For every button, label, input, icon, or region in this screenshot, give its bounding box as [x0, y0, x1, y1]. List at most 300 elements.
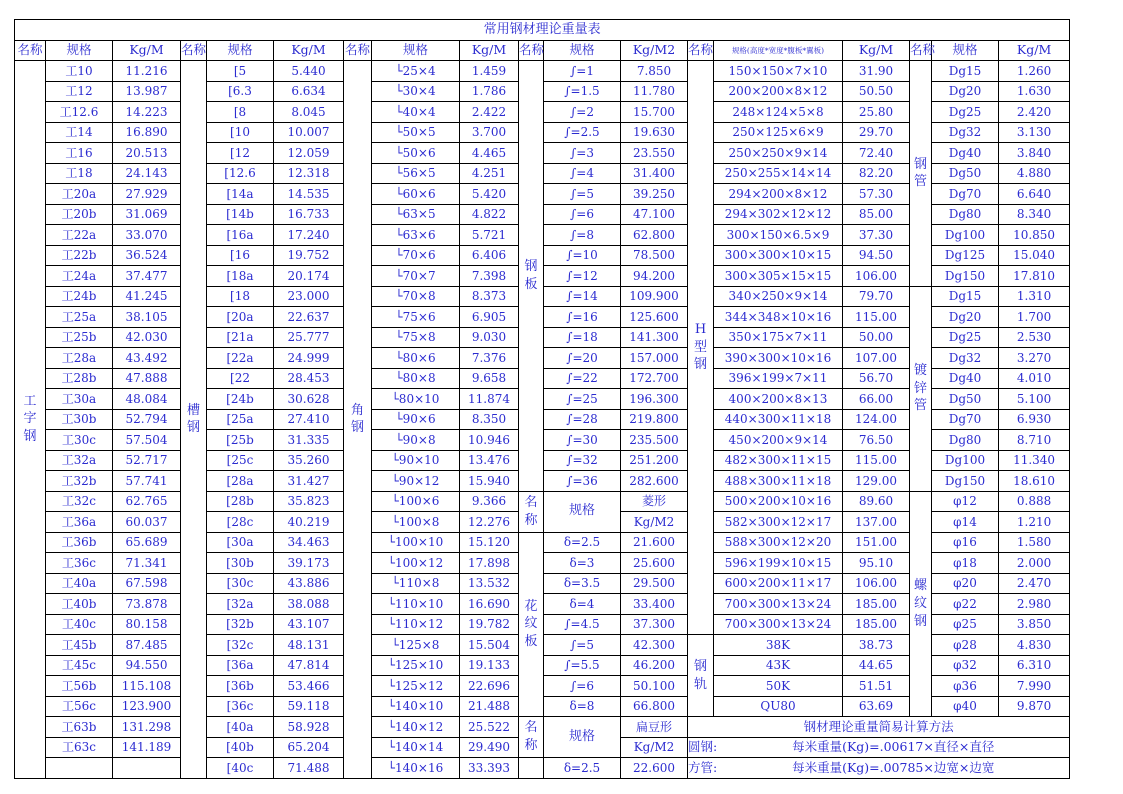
spec-cell: 工32a: [46, 450, 113, 471]
spec-cell: 工28b: [46, 368, 113, 389]
spec-cell: [40a: [207, 717, 274, 738]
category-galv-pipe: [910, 286, 932, 491]
weight-cell: 13.987: [113, 81, 181, 102]
weight-cell: 6.640: [999, 184, 1070, 205]
spec-cell: 482×300×11×15: [714, 450, 843, 471]
spec-cell: └50×5: [372, 122, 460, 143]
spec-cell: 工40b: [46, 594, 113, 615]
category-channel: [181, 61, 207, 779]
weight-cell: 65.204: [274, 737, 344, 758]
spec-cell: φ20: [932, 573, 999, 594]
spec-cell: └100×6: [372, 491, 460, 512]
spec-cell: [6.3: [207, 81, 274, 102]
spec-cell: Dg100: [932, 450, 999, 471]
spec-cell: [28c: [207, 512, 274, 533]
weight-cell: 66.00: [843, 389, 910, 410]
weight-cell: 60.037: [113, 512, 181, 533]
weight-cell: 94.50: [843, 245, 910, 266]
spec-cell: 582×300×12×17: [714, 512, 843, 533]
weight-cell: 14.223: [113, 102, 181, 123]
spec-cell: 340×250×9×14: [714, 286, 843, 307]
column-header: 名称: [688, 40, 714, 61]
spec-cell: 488×300×11×18: [714, 471, 843, 492]
spec-cell: δ=3.5: [544, 573, 621, 594]
weight-cell: 1.700: [999, 307, 1070, 328]
formula-label: 方管:: [688, 759, 718, 775]
spec-cell: └110×12: [372, 614, 460, 635]
spec-cell: ∫=30: [544, 430, 621, 451]
weight-cell: 82.20: [843, 163, 910, 184]
spec-cell: 工36c: [46, 553, 113, 574]
spec-cell: └56×5: [372, 163, 460, 184]
weight-cell: 47.814: [274, 655, 344, 676]
spec-cell: Dg50: [932, 389, 999, 410]
spec-cell: [32b: [207, 614, 274, 635]
category-plate: 钢板: [524, 259, 538, 292]
weight-cell: 19.752: [274, 245, 344, 266]
weight-cell: 36.524: [113, 245, 181, 266]
weight-cell: 1.786: [460, 81, 519, 102]
spec-cell: [36a: [207, 655, 274, 676]
weight-cell: 73.878: [113, 594, 181, 615]
spec-cell: 工30b: [46, 409, 113, 430]
spec-cell: └90×6: [372, 409, 460, 430]
spec-cell: └125×12: [372, 676, 460, 697]
spec-cell: [8: [207, 102, 274, 123]
spec-cell: [12.6: [207, 163, 274, 184]
weight-cell: 46.200: [621, 655, 688, 676]
weight-cell: 31.427: [274, 471, 344, 492]
spec-cell: 工30c: [46, 430, 113, 451]
formula-round: [688, 737, 1070, 758]
weight-cell: 4.465: [460, 143, 519, 164]
spec-cell: φ12: [932, 491, 999, 512]
weight-cell: 17.810: [999, 266, 1070, 287]
spec-cell: 工25b: [46, 327, 113, 348]
spec-cell: ∫=10: [544, 245, 621, 266]
spec-cell: ∫=8: [544, 225, 621, 246]
spec-cell: ∫=32: [544, 450, 621, 471]
weight-cell: 25.600: [621, 553, 688, 574]
weight-cell: 43.107: [274, 614, 344, 635]
column-header: Kg/M: [113, 40, 181, 61]
weight-cell: 71.341: [113, 553, 181, 574]
spec-cell: ∫=4.5: [544, 614, 621, 635]
spec-cell: Dg40: [932, 368, 999, 389]
spec-cell: φ18: [932, 553, 999, 574]
weight-cell: 235.500: [621, 430, 688, 451]
category-angle: [344, 61, 372, 779]
spec-cell: Dg32: [932, 122, 999, 143]
weight-cell: 53.466: [274, 676, 344, 697]
weight-cell: 7.398: [460, 266, 519, 287]
weight-cell: 9.658: [460, 368, 519, 389]
spec-cell: 400×200×8×13: [714, 389, 843, 410]
weight-cell: 24.143: [113, 163, 181, 184]
spec-cell: φ40: [932, 696, 999, 717]
spec-cell: Dg50: [932, 163, 999, 184]
weight-cell: 5.440: [274, 61, 344, 82]
spec-cell: 工10: [46, 61, 113, 82]
weight-cell: 31.90: [843, 61, 910, 82]
spec-cell: └80×6: [372, 348, 460, 369]
weight-cell: 31.069: [113, 204, 181, 225]
column-header: 规格: [544, 40, 621, 61]
weight-cell: 11.216: [113, 61, 181, 82]
weight-cell: 106.00: [843, 573, 910, 594]
category-checker: 花纹板: [524, 598, 538, 650]
weight-cell: 15.120: [460, 532, 519, 553]
weight-cell: 67.598: [113, 573, 181, 594]
spec-cell: [24b: [207, 389, 274, 410]
spec-cell: 工40c: [46, 614, 113, 635]
subheader-unit: Kg/M2: [621, 512, 688, 533]
spec-cell: 工45b: [46, 635, 113, 656]
spec-cell: 440×300×11×18: [714, 409, 843, 430]
weight-cell: 25.80: [843, 102, 910, 123]
spec-cell: 248×124×5×8: [714, 102, 843, 123]
spec-cell: 396×199×7×11: [714, 368, 843, 389]
spec-cell: 390×300×10×16: [714, 348, 843, 369]
spec-cell: [16: [207, 245, 274, 266]
spec-cell: ∫=36: [544, 471, 621, 492]
table-row: [15, 717, 1070, 738]
spec-cell: 294×200×8×12: [714, 184, 843, 205]
spec-cell: 50K: [714, 676, 843, 697]
spec-cell: 工40a: [46, 573, 113, 594]
spec-cell: [40c: [207, 758, 274, 779]
weight-cell: 56.70: [843, 368, 910, 389]
spec-cell: 工56b: [46, 676, 113, 697]
spec-cell: └90×12: [372, 471, 460, 492]
column-header: 规格: [46, 40, 113, 61]
spec-cell: Dg70: [932, 184, 999, 205]
weight-cell: 37.477: [113, 266, 181, 287]
weight-cell: 57.504: [113, 430, 181, 451]
spec-cell: 工12.6: [46, 102, 113, 123]
weight-cell: 31.400: [621, 163, 688, 184]
weight-cell: 3.850: [999, 614, 1070, 635]
spec-cell: [20a: [207, 307, 274, 328]
spec-cell: Dg15: [932, 286, 999, 307]
spec-cell: └25×4: [372, 61, 460, 82]
weight-cell: 151.00: [843, 532, 910, 553]
spec-cell: Dg15: [932, 61, 999, 82]
column-header: Kg/M: [999, 40, 1070, 61]
spec-cell: δ=2.5: [544, 532, 621, 553]
weight-cell: 7.850: [621, 61, 688, 82]
weight-cell: 107.00: [843, 348, 910, 369]
spec-cell: Dg125: [932, 245, 999, 266]
weight-cell: 282.600: [621, 471, 688, 492]
weight-cell: 25.522: [460, 717, 519, 738]
weight-cell: 94.200: [621, 266, 688, 287]
weight-cell: 8.340: [999, 204, 1070, 225]
weight-cell: 50.50: [843, 81, 910, 102]
weight-cell: 27.929: [113, 184, 181, 205]
spec-cell: φ25: [932, 614, 999, 635]
spec-cell: 450×200×9×14: [714, 430, 843, 451]
weight-cell: 11.780: [621, 81, 688, 102]
spec-cell: [28a: [207, 471, 274, 492]
spec-cell: └100×10: [372, 532, 460, 553]
weight-cell: 4.830: [999, 635, 1070, 656]
weight-cell: 65.689: [113, 532, 181, 553]
weight-cell: 35.823: [274, 491, 344, 512]
weight-cell: 48.131: [274, 635, 344, 656]
weight-cell: 79.70: [843, 286, 910, 307]
spec-cell: ∫=2: [544, 102, 621, 123]
weight-cell: 30.628: [274, 389, 344, 410]
spec-cell: Dg20: [932, 81, 999, 102]
spec-cell: └90×10: [372, 450, 460, 471]
subheader-name: [519, 491, 544, 532]
weight-cell: 9.030: [460, 327, 519, 348]
weight-cell: 141.300: [621, 327, 688, 348]
spec-cell: └63×5: [372, 204, 460, 225]
weight-cell: 62.800: [621, 225, 688, 246]
table-title: 常用钢材理论重量表: [15, 20, 1070, 41]
weight-cell: 6.406: [460, 245, 519, 266]
spec-cell: 工36b: [46, 532, 113, 553]
spec-cell: 工16: [46, 143, 113, 164]
weight-cell: 29.70: [843, 122, 910, 143]
spec-cell: [40b: [207, 737, 274, 758]
weight-cell: 8.350: [460, 409, 519, 430]
spec-cell: 250×255×14×14: [714, 163, 843, 184]
weight-cell: 2.530: [999, 327, 1070, 348]
spec-cell: └80×8: [372, 368, 460, 389]
weight-cell: 37.300: [621, 614, 688, 635]
weight-cell: 19.782: [460, 614, 519, 635]
weight-cell: 4.010: [999, 368, 1070, 389]
category-rail: 钢轨: [694, 658, 708, 692]
spec-cell: └140×12: [372, 717, 460, 738]
spec-cell: ∫=20: [544, 348, 621, 369]
spec-cell: [28b: [207, 491, 274, 512]
weight-cell: 1.459: [460, 61, 519, 82]
column-header: 规格: [932, 40, 999, 61]
spec-cell: 500×200×10×16: [714, 491, 843, 512]
spec-cell: 工20a: [46, 184, 113, 205]
weight-cell: 51.51: [843, 676, 910, 697]
weight-cell: 17.898: [460, 553, 519, 574]
spec-cell: [36c: [207, 696, 274, 717]
spec-cell: ∫=5.5: [544, 655, 621, 676]
category-pipe: 钢管: [914, 156, 928, 190]
spec-cell: [30c: [207, 573, 274, 594]
subheader-spec: 规格: [544, 491, 621, 532]
spec-cell: [10: [207, 122, 274, 143]
spec-cell: ∫=28: [544, 409, 621, 430]
weight-cell: 115.108: [113, 676, 181, 697]
weight-cell: 40.219: [274, 512, 344, 533]
column-header: 名称: [15, 40, 46, 61]
spec-cell: [18: [207, 286, 274, 307]
weight-cell: 5.721: [460, 225, 519, 246]
steel-weight-table: [14, 19, 1070, 779]
spec-cell: [16a: [207, 225, 274, 246]
weight-cell: 115.00: [843, 307, 910, 328]
category-checker: [519, 532, 544, 717]
formula-text: 每米重量(Kg)=.00617×直径×直径: [792, 739, 995, 754]
spec-cell: 工45c: [46, 655, 113, 676]
spec-cell: 工30a: [46, 389, 113, 410]
spec-cell: ∫=12: [544, 266, 621, 287]
spec-cell: φ22: [932, 594, 999, 615]
weight-cell: 47.100: [621, 204, 688, 225]
spec-cell: └75×6: [372, 307, 460, 328]
spec-cell: φ14: [932, 512, 999, 533]
spec-cell: δ=8: [544, 696, 621, 717]
weight-cell: 5.100: [999, 389, 1070, 410]
spec-cell: ∫=1.5: [544, 81, 621, 102]
weight-cell: 115.00: [843, 450, 910, 471]
spec-cell: 工12: [46, 81, 113, 102]
weight-cell: 1.210: [999, 512, 1070, 533]
weight-cell: 22.637: [274, 307, 344, 328]
spec-cell: 工28a: [46, 348, 113, 369]
category-channel: 槽钢: [187, 402, 201, 436]
weight-cell: 23.000: [274, 286, 344, 307]
table-row: [15, 61, 1070, 82]
spec-cell: ∫=2.5: [544, 122, 621, 143]
spec-cell: Dg40: [932, 143, 999, 164]
weight-cell: 157.000: [621, 348, 688, 369]
weight-cell: 2.980: [999, 594, 1070, 615]
weight-cell: 52.717: [113, 450, 181, 471]
spec-cell: └110×10: [372, 594, 460, 615]
spec-cell: 596×199×10×15: [714, 553, 843, 574]
subheader-name: 名称: [524, 720, 538, 753]
category-angle: 角钢: [351, 402, 365, 436]
weight-cell: 2.000: [999, 553, 1070, 574]
weight-cell: 1.630: [999, 81, 1070, 102]
spec-cell: ∫=18: [544, 327, 621, 348]
category-pipe: [910, 61, 932, 287]
spec-cell: ∫=25: [544, 389, 621, 410]
weight-cell: 13.476: [460, 450, 519, 471]
spec-cell: [30a: [207, 532, 274, 553]
weight-cell: 16.733: [274, 204, 344, 225]
weight-cell: 125.600: [621, 307, 688, 328]
spec-cell: φ36: [932, 676, 999, 697]
weight-cell: 251.200: [621, 450, 688, 471]
spec-cell: 300×300×10×15: [714, 245, 843, 266]
weight-cell: 76.50: [843, 430, 910, 451]
weight-cell: 8.710: [999, 430, 1070, 451]
spec-cell: Dg100: [932, 225, 999, 246]
weight-cell: 20.174: [274, 266, 344, 287]
weight-cell: 124.00: [843, 409, 910, 430]
spec-cell: 43K: [714, 655, 843, 676]
spec-cell: └80×10: [372, 389, 460, 410]
weight-cell: 78.500: [621, 245, 688, 266]
weight-cell: 4.880: [999, 163, 1070, 184]
spec-cell: 工63b: [46, 717, 113, 738]
weight-cell: 16.690: [460, 594, 519, 615]
spec-cell: 工24a: [46, 266, 113, 287]
weight-cell: 28.453: [274, 368, 344, 389]
weight-cell: 25.777: [274, 327, 344, 348]
weight-cell: 2.420: [999, 102, 1070, 123]
weight-cell: 10.850: [999, 225, 1070, 246]
column-header: Kg/M: [460, 40, 519, 61]
weight-cell: 141.189: [113, 737, 181, 758]
weight-cell: 15.504: [460, 635, 519, 656]
column-header: 规格: [372, 40, 460, 61]
column-header: 名称: [181, 40, 207, 61]
weight-cell: 29.490: [460, 737, 519, 758]
weight-cell: 15.700: [621, 102, 688, 123]
weight-cell: 11.340: [999, 450, 1070, 471]
weight-cell: 12.318: [274, 163, 344, 184]
spec-cell: ∫=6: [544, 204, 621, 225]
spec-cell: └125×10: [372, 655, 460, 676]
spec-cell: 350×175×7×11: [714, 327, 843, 348]
weight-cell: 58.928: [274, 717, 344, 738]
weight-cell: 9.366: [460, 491, 519, 512]
weight-cell: 66.800: [621, 696, 688, 717]
weight-cell: 6.634: [274, 81, 344, 102]
spec-cell: └100×12: [372, 553, 460, 574]
spec-cell: Dg150: [932, 471, 999, 492]
spec-cell: 344×348×10×16: [714, 307, 843, 328]
spec-cell: 38K: [714, 635, 843, 656]
spec-cell: 300×150×6.5×9: [714, 225, 843, 246]
spec-cell: [12: [207, 143, 274, 164]
weight-cell: 109.900: [621, 286, 688, 307]
weight-cell: 50.100: [621, 676, 688, 697]
spec-cell: └140×10: [372, 696, 460, 717]
weight-cell: 0.888: [999, 491, 1070, 512]
spec-cell: 700×300×13×24: [714, 614, 843, 635]
weight-cell: 62.765: [113, 491, 181, 512]
spec-cell: [5: [207, 61, 274, 82]
weight-cell: 196.300: [621, 389, 688, 410]
weight-cell: 29.500: [621, 573, 688, 594]
weight-cell: 7.990: [999, 676, 1070, 697]
weight-cell: 5.420: [460, 184, 519, 205]
spec-cell: ∫=5: [544, 184, 621, 205]
spec-cell: ∫=5: [544, 635, 621, 656]
spec-cell: [21a: [207, 327, 274, 348]
category-rebar: [910, 491, 932, 717]
spec-cell: └40×4: [372, 102, 460, 123]
weight-cell: 37.30: [843, 225, 910, 246]
weight-cell: 17.240: [274, 225, 344, 246]
column-header: Kg/M: [274, 40, 344, 61]
category-plate: [519, 61, 544, 492]
spec-cell: [14a: [207, 184, 274, 205]
spec-cell: Dg70: [932, 409, 999, 430]
spec-cell: ∫=16: [544, 307, 621, 328]
spec-cell: [22: [207, 368, 274, 389]
weight-cell: 14.535: [274, 184, 344, 205]
spec-cell: 250×250×9×14: [714, 143, 843, 164]
spec-cell: [18a: [207, 266, 274, 287]
weight-cell: 7.376: [460, 348, 519, 369]
weight-cell: 6.930: [999, 409, 1070, 430]
spec-cell: 工22a: [46, 225, 113, 246]
spec-cell: Dg25: [932, 327, 999, 348]
formula-label: 圆钢:: [688, 739, 718, 754]
weight-cell: 4.822: [460, 204, 519, 225]
weight-cell: 72.40: [843, 143, 910, 164]
spec-cell: └100×8: [372, 512, 460, 533]
column-header: 名称: [910, 40, 932, 61]
column-header: Kg/M2: [621, 40, 688, 61]
